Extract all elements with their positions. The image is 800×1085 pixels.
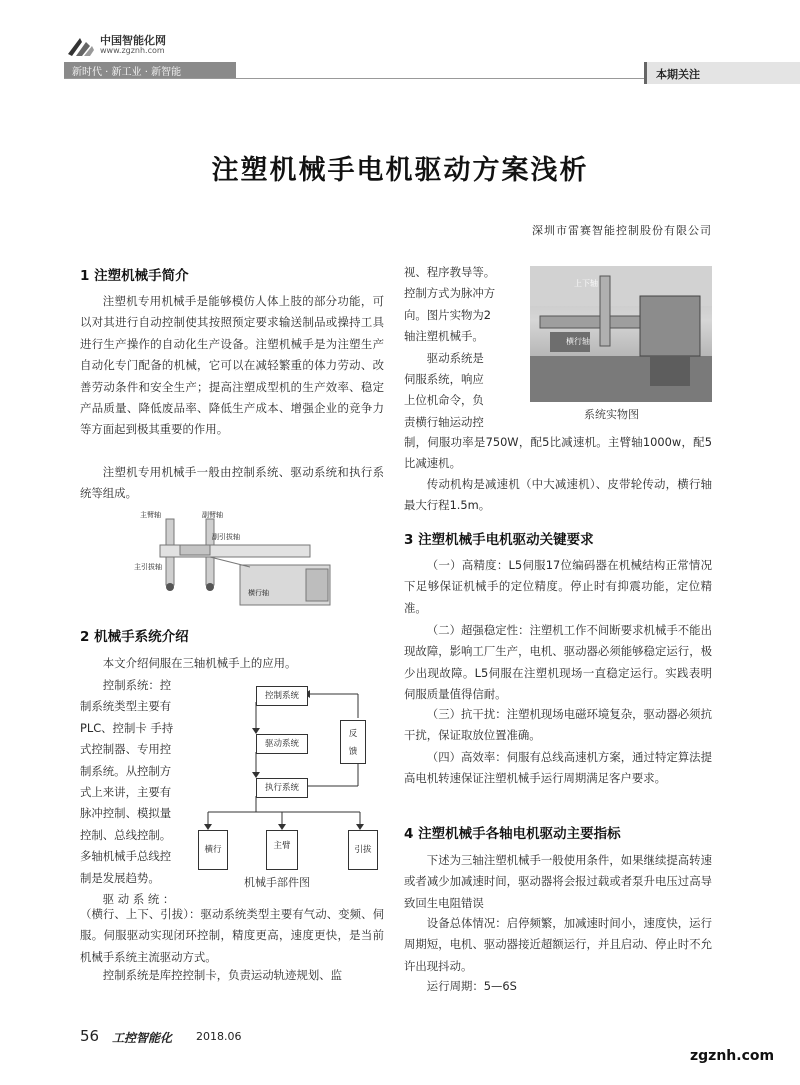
right-line: 向。图片实物为2	[404, 307, 491, 322]
diagram-node-drive: 驱动系统	[256, 734, 308, 754]
diagram-node-exec: 执行系统	[256, 778, 308, 798]
robot-label-main-pull: 主引拔轴	[134, 563, 162, 571]
ctrl-line: 多轴机械手总线控	[80, 849, 172, 864]
ctrl-line: 脉冲控制、模拟量	[80, 806, 172, 821]
site-name: 中国智能化网	[100, 34, 166, 47]
diagram-node-traverse: 横行	[198, 830, 228, 870]
section-1-paragraph-1: 注塑机专用机械手是能够模仿人体上肢的部分功能，可以对其进行自动控制使其按照预定要求输送制品或操持工具进行生产操作的自动化生产设备。注塑机械手是为注塑生产自动化专门配备的机械，它可以在减轻繁重的体力劳动、改善劳动条件和安全生产；提高注塑成型机的生产效率、稳定产品质量、降低废品率、降低生产成本、增强企业的竞争力等方面起到极其重要的作用。	[80, 294, 384, 437]
robot-label-sub-pull: 副引拔轴	[212, 533, 240, 541]
ctrl-line: 控制系统：控	[102, 678, 172, 692]
section-3-item-1: （一）高精度：L5伺服17位编码器在机械结构正常情况下足够保证机械手的定位精度。停止时有抑震功能，定位精准。	[404, 558, 712, 615]
section-tab-label: 本期关注	[656, 68, 700, 81]
ctrl-line: 式上来讲，主要有	[80, 785, 172, 800]
photo-label-traverse: 横行轴	[566, 337, 590, 346]
ctrl-line: 制是发展趋势。	[80, 870, 160, 885]
drive-continued-paragraph: 制，伺服功率是750W，配5比减速机。主臂轴1000w，配5比减速机。	[404, 435, 712, 471]
right-line: 责横行轴运动控	[404, 414, 484, 429]
right-top-paragraph	[404, 262, 522, 433]
ctrl-line: 式控制器、专用控	[80, 742, 172, 757]
right-line: 驱动系统是	[426, 350, 484, 365]
section-4-paragraph-2: 设备总体情况：启停频繁，加减速时间小，速度快，运行周期短，电机、驱动器接近超额运行，并且启动、停止时不允许出现抖动。	[404, 916, 712, 973]
page-number: 56	[80, 1027, 100, 1045]
section-2-last-line: 控制系统是库控控制卡，负责运动轨迹规划、监	[102, 968, 343, 982]
drive-system-head: 驱 动 系 统 ：	[102, 892, 175, 907]
drive-system-paragraph: （横行、上下、引拔）：驱动系统类型主要有气动、变频、伺服。伺服驱动实现闭环控制，精度更高，速度更快，是当前机械手系统主流驱动方式。	[80, 907, 384, 964]
section-tab-accent	[644, 62, 647, 84]
photo-label-updown: 上下轴	[574, 279, 598, 288]
section-3-item-2: （二）超强稳定性：注塑机工作不间断要求机械手不能出现故障，影响工厂生产，电机、驱动器必须能够稳定运行，极少出现故障。L5伺服在注塑机现场一直稳定运行。实践表明伺服质量值得信耐。	[404, 623, 712, 702]
right-line: 控制方式为脉冲方	[404, 286, 496, 301]
robot-label-main-arm: 主臂轴	[140, 511, 161, 519]
section-3-heading: 3 注塑机械手电机驱动关键要求	[404, 532, 594, 548]
section-2-paragraph-1: 本文介绍伺服在三轴机械手上的应用。	[102, 656, 297, 670]
diagram-caption: 机械手部件图	[244, 876, 310, 889]
right-line: 伺服系统，响应	[404, 372, 484, 387]
article-author: 深圳市雷赛智能控制股份有限公司	[532, 224, 712, 237]
diagram-node-pull: 引拔	[348, 830, 378, 870]
section-1-paragraph-2: 注塑机专用机械手一般由控制系统、驱动系统和执行系统等组成。	[80, 465, 384, 501]
ctrl-line: 制系统类型主要有	[80, 699, 172, 714]
transmission-paragraph: 传动机构是减速机（中大减速机）、皮带轮传动，横行轴最大行程1.5m。	[404, 477, 712, 513]
ctrl-line: 控制、总线控制。	[80, 827, 172, 842]
diagram-node-feedback: 反 馈	[340, 720, 366, 764]
control-system-paragraph	[80, 675, 190, 910]
robot-label-sub-arm: 副臂轴	[202, 511, 223, 519]
magazine-name: 工控智能化	[112, 1031, 173, 1045]
section-3-item-4: （四）高效率：伺服有总线高速机方案，通过特定算法提高电机转速保证注塑机械手运行周期满足客户要求。	[404, 750, 712, 786]
site-url: www.zgznh.com	[100, 46, 165, 55]
section-2-heading: 2 机械手系统介绍	[80, 629, 189, 645]
ctrl-line: PLC、控制卡 手持	[80, 720, 174, 735]
issue-date: 2018.06	[196, 1030, 242, 1043]
system-photo-graphic	[530, 266, 712, 402]
right-line: 视、程序教导等。	[404, 265, 496, 279]
robot-arm-illustration	[130, 505, 360, 617]
section-1-heading: 1 注塑机械手简介	[80, 268, 189, 284]
article-title: 注塑机械手电机驱动方案浅析	[211, 155, 589, 186]
right-line: 上位机命令，负	[404, 393, 484, 408]
section-3-item-3: （三）抗干扰：注塑机现场电磁环境复杂，驱动器必须抗干扰，保证取放位置准确。	[404, 707, 712, 743]
ctrl-line: 制系统。从控制方	[80, 763, 172, 778]
section-4-paragraph-3: 运行周期：5—6S	[426, 979, 517, 993]
system-photo	[530, 266, 712, 402]
right-line: 轴注塑机械手。	[404, 329, 484, 344]
slogan: 新时代 · 新工业 · 新智能	[72, 67, 182, 78]
diagram-node-main-arm: 主臂	[266, 830, 298, 870]
watermark: zgznh.com	[690, 1048, 775, 1064]
diagram-node-control: 控制系统	[256, 686, 308, 706]
robot-label-traverse: 横行轴	[248, 589, 269, 597]
site-logo-icon	[66, 34, 96, 58]
photo-caption: 系统实物图	[584, 408, 639, 421]
section-4-heading: 4 注塑机械手各轴电机驱动主要指标	[404, 826, 621, 842]
section-4-paragraph-1: 下述为三轴注塑机械手一般使用条件，如果继续提高转速或者减少加减速时间，驱动器将会报过载或者泵升电压过高导致回生电阻错误	[404, 853, 712, 910]
